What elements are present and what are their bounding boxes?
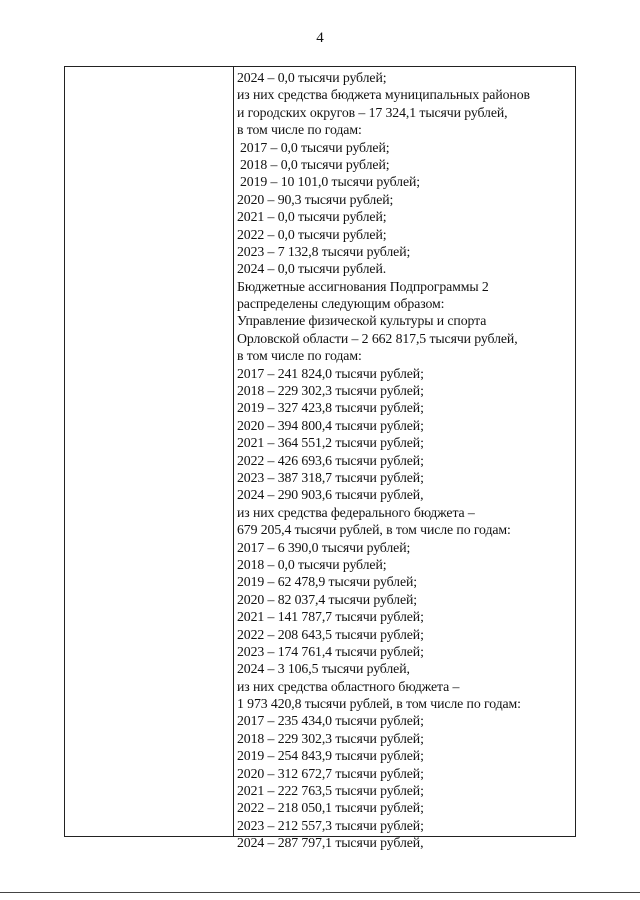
budget-text-line: 1 973 420,8 тысячи рублей, в том числе по годам: [237, 696, 521, 712]
budget-text-line: 2019 – 327 423,8 тысячи рублей; [237, 400, 424, 416]
budget-text-line: 2024 – 0,0 тысячи рублей. [237, 261, 387, 277]
budget-text-line: 2019 – 10 101,0 тысячи рублей; [240, 174, 421, 190]
budget-text-line: Бюджетные ассигнования Подпрограммы 2 [237, 278, 489, 294]
budget-text-line: 2021 – 0,0 тысячи рублей; [237, 209, 387, 225]
budget-text-line: 679 205,4 тысячи рублей, в том числе по годам: [237, 522, 511, 538]
budget-text-line: 2024 – 0,0 тысячи рублей; [237, 70, 387, 85]
budget-text-line: 2017 – 235 434,0 тысячи рублей; [237, 713, 424, 729]
budget-text-line: 2019 – 254 843,9 тысячи рублей; [237, 748, 424, 764]
budget-text-line: 2022 – 208 643,5 тысячи рублей; [237, 626, 424, 642]
budget-table [64, 66, 576, 851]
budget-text-line: 2019 – 62 478,9 тысячи рублей; [237, 574, 418, 590]
budget-text-line: 2017 – 6 390,0 тысячи рублей; [237, 539, 411, 555]
budget-text-line: 2024 – 290 903,6 тысячи рублей, [237, 487, 424, 503]
budget-text-line: 2017 – 241 824,0 тысячи рублей; [237, 365, 424, 381]
table-right-column [234, 67, 575, 851]
budget-text-line: 2021 – 364 551,2 тысячи рублей; [237, 435, 424, 451]
budget-text-line: 2022 – 0,0 тысячи рублей; [237, 226, 387, 242]
budget-text-line: 2023 – 174 761,4 тысячи рублей; [237, 643, 424, 659]
budget-text-line: 2021 – 141 787,7 тысячи рублей; [237, 609, 424, 625]
budget-text-line: в том числе по годам: [237, 348, 362, 364]
budget-text-line: 2023 – 387 318,7 тысячи рублей; [237, 469, 424, 485]
budget-text-line: 2021 – 222 763,5 тысячи рублей; [237, 783, 424, 799]
budget-text-line: 2022 – 426 693,6 тысячи рублей; [237, 452, 424, 468]
budget-text-line: 2018 – 229 302,3 тысячи рублей; [237, 730, 424, 746]
budget-text-line: 2024 – 3 106,5 тысячи рублей, [237, 661, 410, 677]
budget-text-line: 2018 – 229 302,3 тысячи рублей; [237, 383, 424, 399]
budget-text-line: из них средства бюджета муниципальных районов [237, 87, 530, 103]
budget-text-line: 2020 – 312 672,7 тысячи рублей; [237, 765, 424, 781]
budget-text-line: из них средства областного бюджета – [237, 678, 460, 694]
bottom-rule [0, 892, 640, 893]
budget-text-line: 2020 – 394 800,4 тысячи рублей; [237, 417, 424, 433]
page-number: 4 [316, 30, 324, 46]
budget-text-line: 2018 – 0,0 тысячи рублей; [237, 556, 387, 572]
budget-text-line: 2018 – 0,0 тысячи рублей; [240, 156, 390, 172]
budget-text-line: 2023 – 212 557,3 тысячи рублей; [237, 817, 424, 833]
budget-text-line: из них средства федерального бюджета – [237, 504, 475, 520]
budget-text-line: и городских округов – 17 324,1 тысячи рублей, [237, 104, 508, 120]
budget-text-line: Управление физической культуры и спорта [237, 313, 487, 329]
budget-text-line: 2017 – 0,0 тысячи рублей; [240, 139, 390, 155]
table-left-column [65, 67, 234, 836]
budget-text-line: 2023 – 7 132,8 тысячи рублей; [237, 243, 411, 259]
budget-text-line: 2020 – 90,3 тысячи рублей; [237, 191, 394, 207]
budget-text-line: распределены следующим образом: [237, 296, 445, 312]
budget-text-line: 2022 – 218 050,1 тысячи рублей; [237, 800, 424, 816]
budget-text-line: в том числе по годам: [237, 122, 362, 138]
budget-text-line: Орловской области – 2 662 817,5 тысячи рублей, [237, 330, 518, 346]
budget-text-line: 2024 – 287 797,1 тысячи рублей, [237, 835, 424, 851]
budget-text-line: 2020 – 82 037,4 тысячи рублей; [237, 591, 418, 607]
